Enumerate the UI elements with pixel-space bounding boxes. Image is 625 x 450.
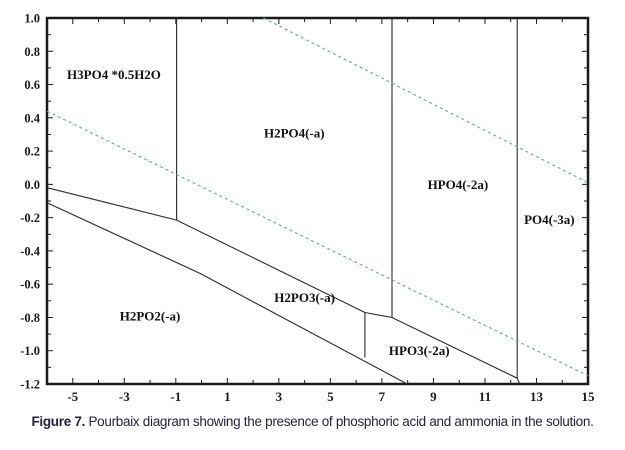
o2-h2o-water-line-line [263, 18, 588, 183]
x-tick-label: -3 [118, 389, 130, 404]
y-tick-label: 1.0 [24, 11, 40, 26]
caption-figure-number: Figure 7. [31, 414, 86, 429]
x-tick-label: 11 [478, 389, 492, 404]
y-tick-label: -1.0 [20, 344, 40, 359]
x-tick-label: 13 [529, 389, 543, 404]
region-label-h2po3-a: H2PO3(-a) [274, 289, 335, 305]
x-tick-label: 1 [224, 389, 231, 404]
x-tick-label: 5 [327, 389, 334, 404]
x-tick-label: -5 [67, 389, 79, 404]
region-label-h2po4-a: H2PO4(-a) [263, 125, 325, 141]
y-tick-label: 0.6 [24, 78, 40, 93]
y-tick-label: 0.4 [24, 111, 40, 126]
region-label-h2po2-a: H2PO2(-a) [119, 308, 181, 324]
y-axis-labels [20, 12, 41, 392]
x-axis-labels [67, 389, 595, 404]
figure-caption [0, 414, 625, 429]
region-label-h3po4-0-5h2o: H3PO4 *0.5H2O [67, 67, 161, 83]
x-tick-label: -1 [170, 389, 182, 404]
y-tick-label: -0.4 [20, 244, 40, 259]
y-tick-label: 0.8 [24, 44, 40, 59]
region-label-hpo4-2a: HPO4(-2a) [427, 176, 489, 192]
region-labels [67, 67, 575, 358]
y-tick-label: -0.8 [20, 310, 40, 325]
y-tick-label: 0.2 [24, 144, 40, 159]
y-tick-label: 0.0 [24, 177, 40, 192]
y-tick-label: -1.2 [20, 377, 40, 392]
x-tick-label: 9 [430, 389, 437, 404]
x-tick-label: 15 [581, 389, 595, 404]
y-tick-label: -0.2 [20, 211, 40, 226]
region-label-po4-3a: PO4(-3a) [524, 211, 575, 227]
x-tick-label: 7 [378, 389, 386, 404]
x-tick-label: 3 [275, 389, 283, 404]
phosphite-hypophosphite-boundary-line [47, 203, 407, 384]
caption-text: Pourbaix diagram showing the presence of phosphoric acid and ammonia in the solution. [85, 414, 594, 429]
region-label-hpo3-2a: HPO3(-2a) [388, 343, 450, 359]
y-tick-label: -0.6 [20, 277, 40, 292]
